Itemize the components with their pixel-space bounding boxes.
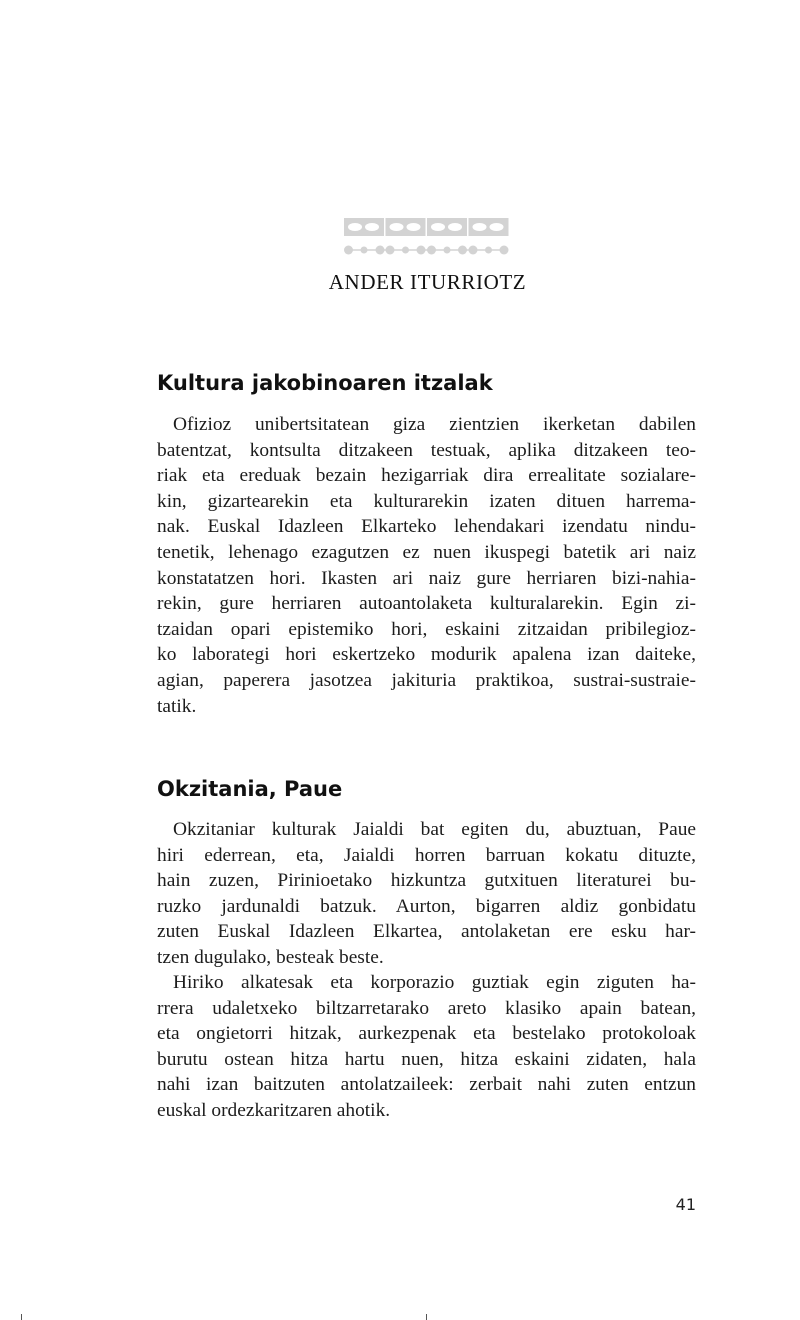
section-paragraph [157,817,696,971]
text-line: riak eta ereduak bezain hezigarriak dira errealitate sozialare- [157,465,696,487]
text-line: tatik. [157,695,197,717]
ornament-beads [344,246,509,255]
text-line: Hiriko alkatesak eta korporazio guztiak egin ziguten ha- [173,972,696,993]
text-line: ruzko jardunaldi batzuk. Aurton, bigarren aldiz gonbidatu [157,895,696,917]
crop-mark [21,1314,22,1320]
section-paragraph [157,970,696,1124]
author-name: ANDER ITURRIOTZ [328,270,527,294]
section-paragraph [157,412,696,719]
text-line: agian, paperera jasotzea jakituria praktikoa, sustrai-sustraie- [157,669,696,691]
text-line: tenetik, lehenago ezagutzen ez nuen ikuspegi batetik ari naiz [157,541,696,563]
text-line: tzaidan opari epistemiko hori, eskaini zitzaidan pribilegioz- [157,618,696,640]
text-line: rrera udaletxeko biltzarretarako areto klasiko apain batean, [157,997,696,1019]
text-line: Okzitaniar kulturak Jaialdi bat egiten du, abuztuan, Paue [173,819,696,840]
text-line: Ofizioz unibertsitatean giza zientzien ikerketan dabilen [173,414,696,435]
text-line: rekin, gure herriaren autoantolaketa kulturalarekin. Egin zi- [157,593,696,615]
crop-mark [426,1314,427,1320]
section-title-okzitania: Okzitania, Paue [157,777,343,801]
section-title-kultura: Kultura jakobinoaren itzalak [157,371,493,395]
text-line: burutu ostean hitza hartu nuen, hitza eskaini zidaten, hala [157,1048,696,1070]
text-line: hain zuzen, Pirinioetako hizkuntza gutxituen literaturei bu- [157,870,696,892]
text-line: hiri ederrean, eta, Jaialdi horren barruan kokatu dituzte, [157,844,696,866]
page-number: 41 [675,1195,696,1214]
text-line: zuten Euskal Idazleen Elkartea, antolaketan ere esku har- [157,921,696,943]
decorative-chain-ornament-icon [344,218,509,258]
text-line: tzen dugulako, besteak beste. [157,946,384,968]
text-line: nahi izan baitzuten antolatzaileek: zerbait nahi zuten entzun [157,1074,696,1096]
text-line: eta ongietorri hitzak, aurkezpenak eta bestelako protokoloak [157,1023,696,1045]
text-line: konstatatzen hori. Ikasten ari naiz gure herriaren bizi-nahia- [157,567,696,589]
text-line: nak. Euskal Idazleen Elkarteko lehendakari izendatu nindu- [157,516,696,538]
text-line: euskal ordezkaritzaren ahotik. [157,1099,391,1121]
ornament-holes [348,223,504,231]
text-line: ko laborategi hori eskertzeko modurik apalena izan daiteke, [157,644,696,666]
text-line: batentzat, kontsulta ditzakeen testuak, aplika ditzakeen teo- [157,439,696,461]
text-line: kin, gizartearekin eta kulturarekin izaten dituen harrema- [157,490,696,512]
